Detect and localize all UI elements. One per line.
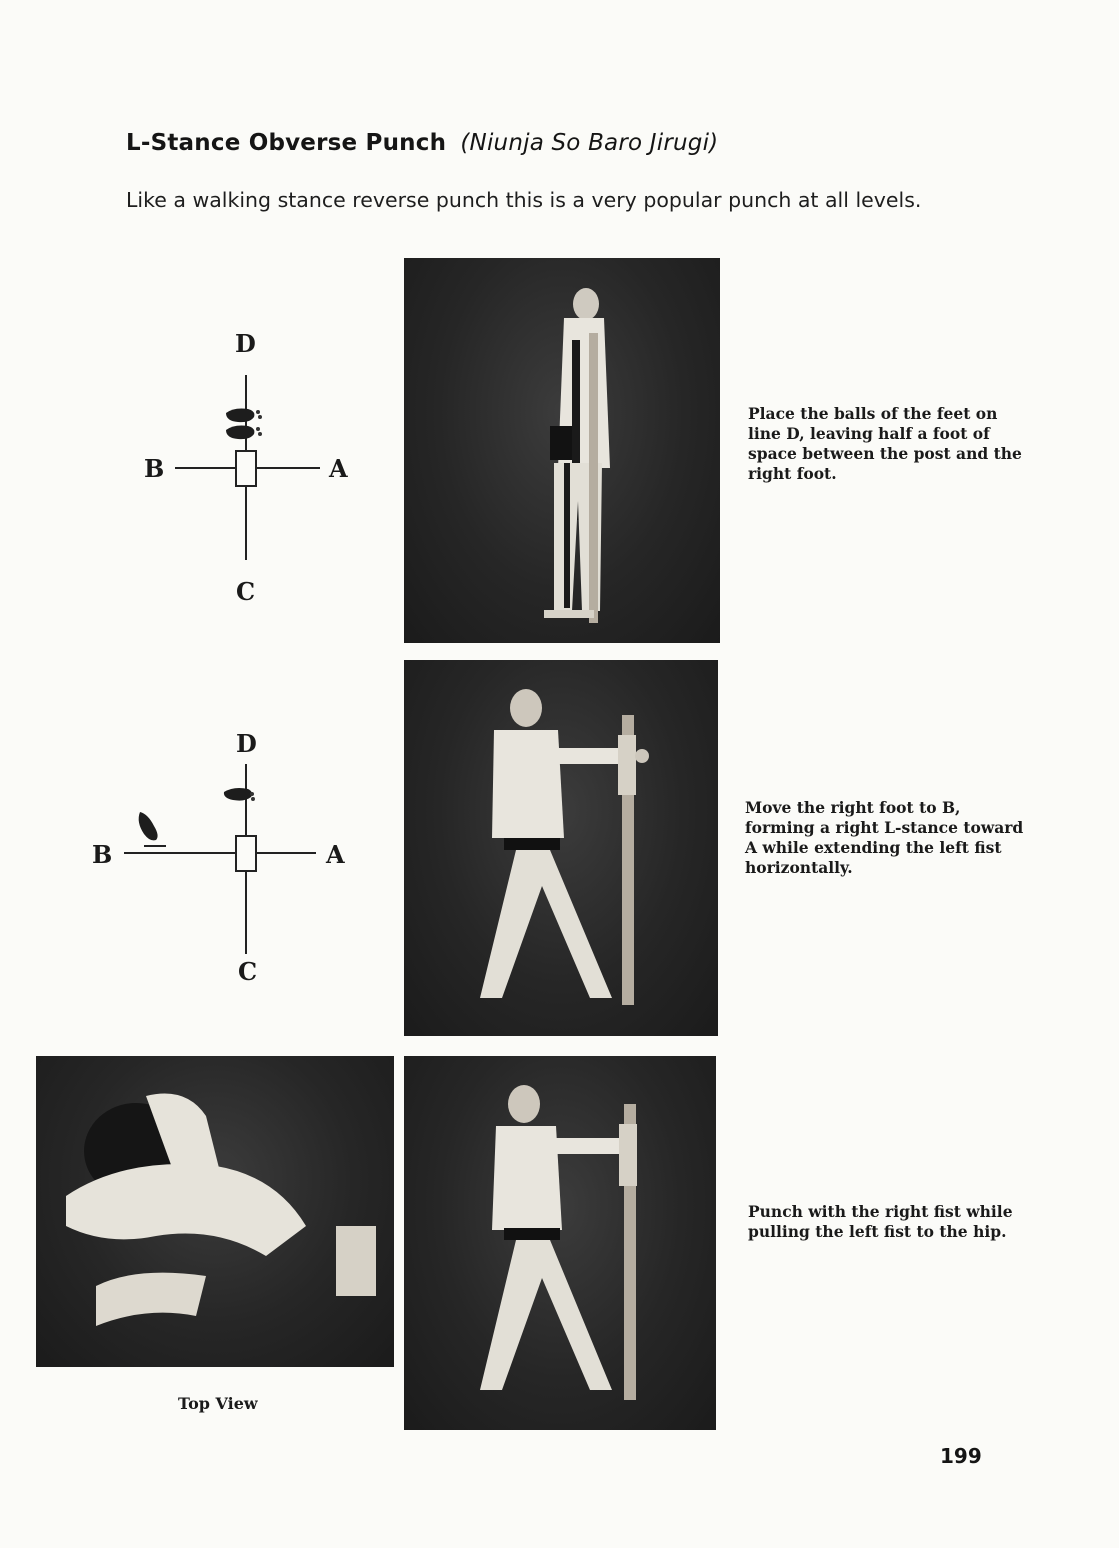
feet-icon bbox=[226, 409, 262, 440]
figure-l-stance-extending bbox=[404, 660, 718, 1036]
left-foot-icon bbox=[224, 788, 255, 801]
step1-label-d: D bbox=[235, 329, 256, 358]
figure-standing-at-post bbox=[404, 258, 720, 643]
step2-label-a: A bbox=[326, 840, 345, 869]
right-foot-icon bbox=[139, 812, 166, 846]
section-title-korean: (Niunja So Baro Jirugi) bbox=[460, 130, 719, 156]
step2-caption: Move the right foot to B, forming a right L-stance toward A while extending the left fist horizontally. bbox=[745, 798, 1024, 877]
step1-photo bbox=[404, 258, 720, 643]
step1-label-a: A bbox=[329, 454, 348, 483]
section-title bbox=[126, 130, 718, 156]
intro-paragraph: Like a walking stance reverse punch this is a very popular punch at all levels. bbox=[126, 188, 922, 212]
figure-l-stance-punching bbox=[404, 1056, 716, 1430]
page-number: 199 bbox=[940, 1444, 982, 1468]
step3-photo bbox=[404, 1056, 716, 1430]
step2-label-d: D bbox=[236, 729, 257, 758]
step2-label-b: B bbox=[92, 840, 113, 869]
step2-diagram bbox=[82, 722, 372, 990]
step1-diagram bbox=[130, 320, 370, 610]
top-view-photo bbox=[36, 1056, 394, 1367]
step3-caption: Punch with the right fist while pulling the left fist to the hip. bbox=[748, 1202, 1013, 1241]
step1-label-c: C bbox=[236, 577, 256, 606]
step2-photo bbox=[404, 660, 718, 1036]
top-view-label: Top View bbox=[178, 1394, 258, 1413]
figure-top-view bbox=[36, 1056, 394, 1367]
step2-label-c: C bbox=[238, 957, 258, 986]
step1-label-b: B bbox=[144, 454, 165, 483]
section-title-main: L-Stance Obverse Punch bbox=[126, 130, 447, 156]
step1-caption: Place the balls of the feet on line D, leaving half a foot of space between the post and the right foot. bbox=[748, 404, 1022, 483]
